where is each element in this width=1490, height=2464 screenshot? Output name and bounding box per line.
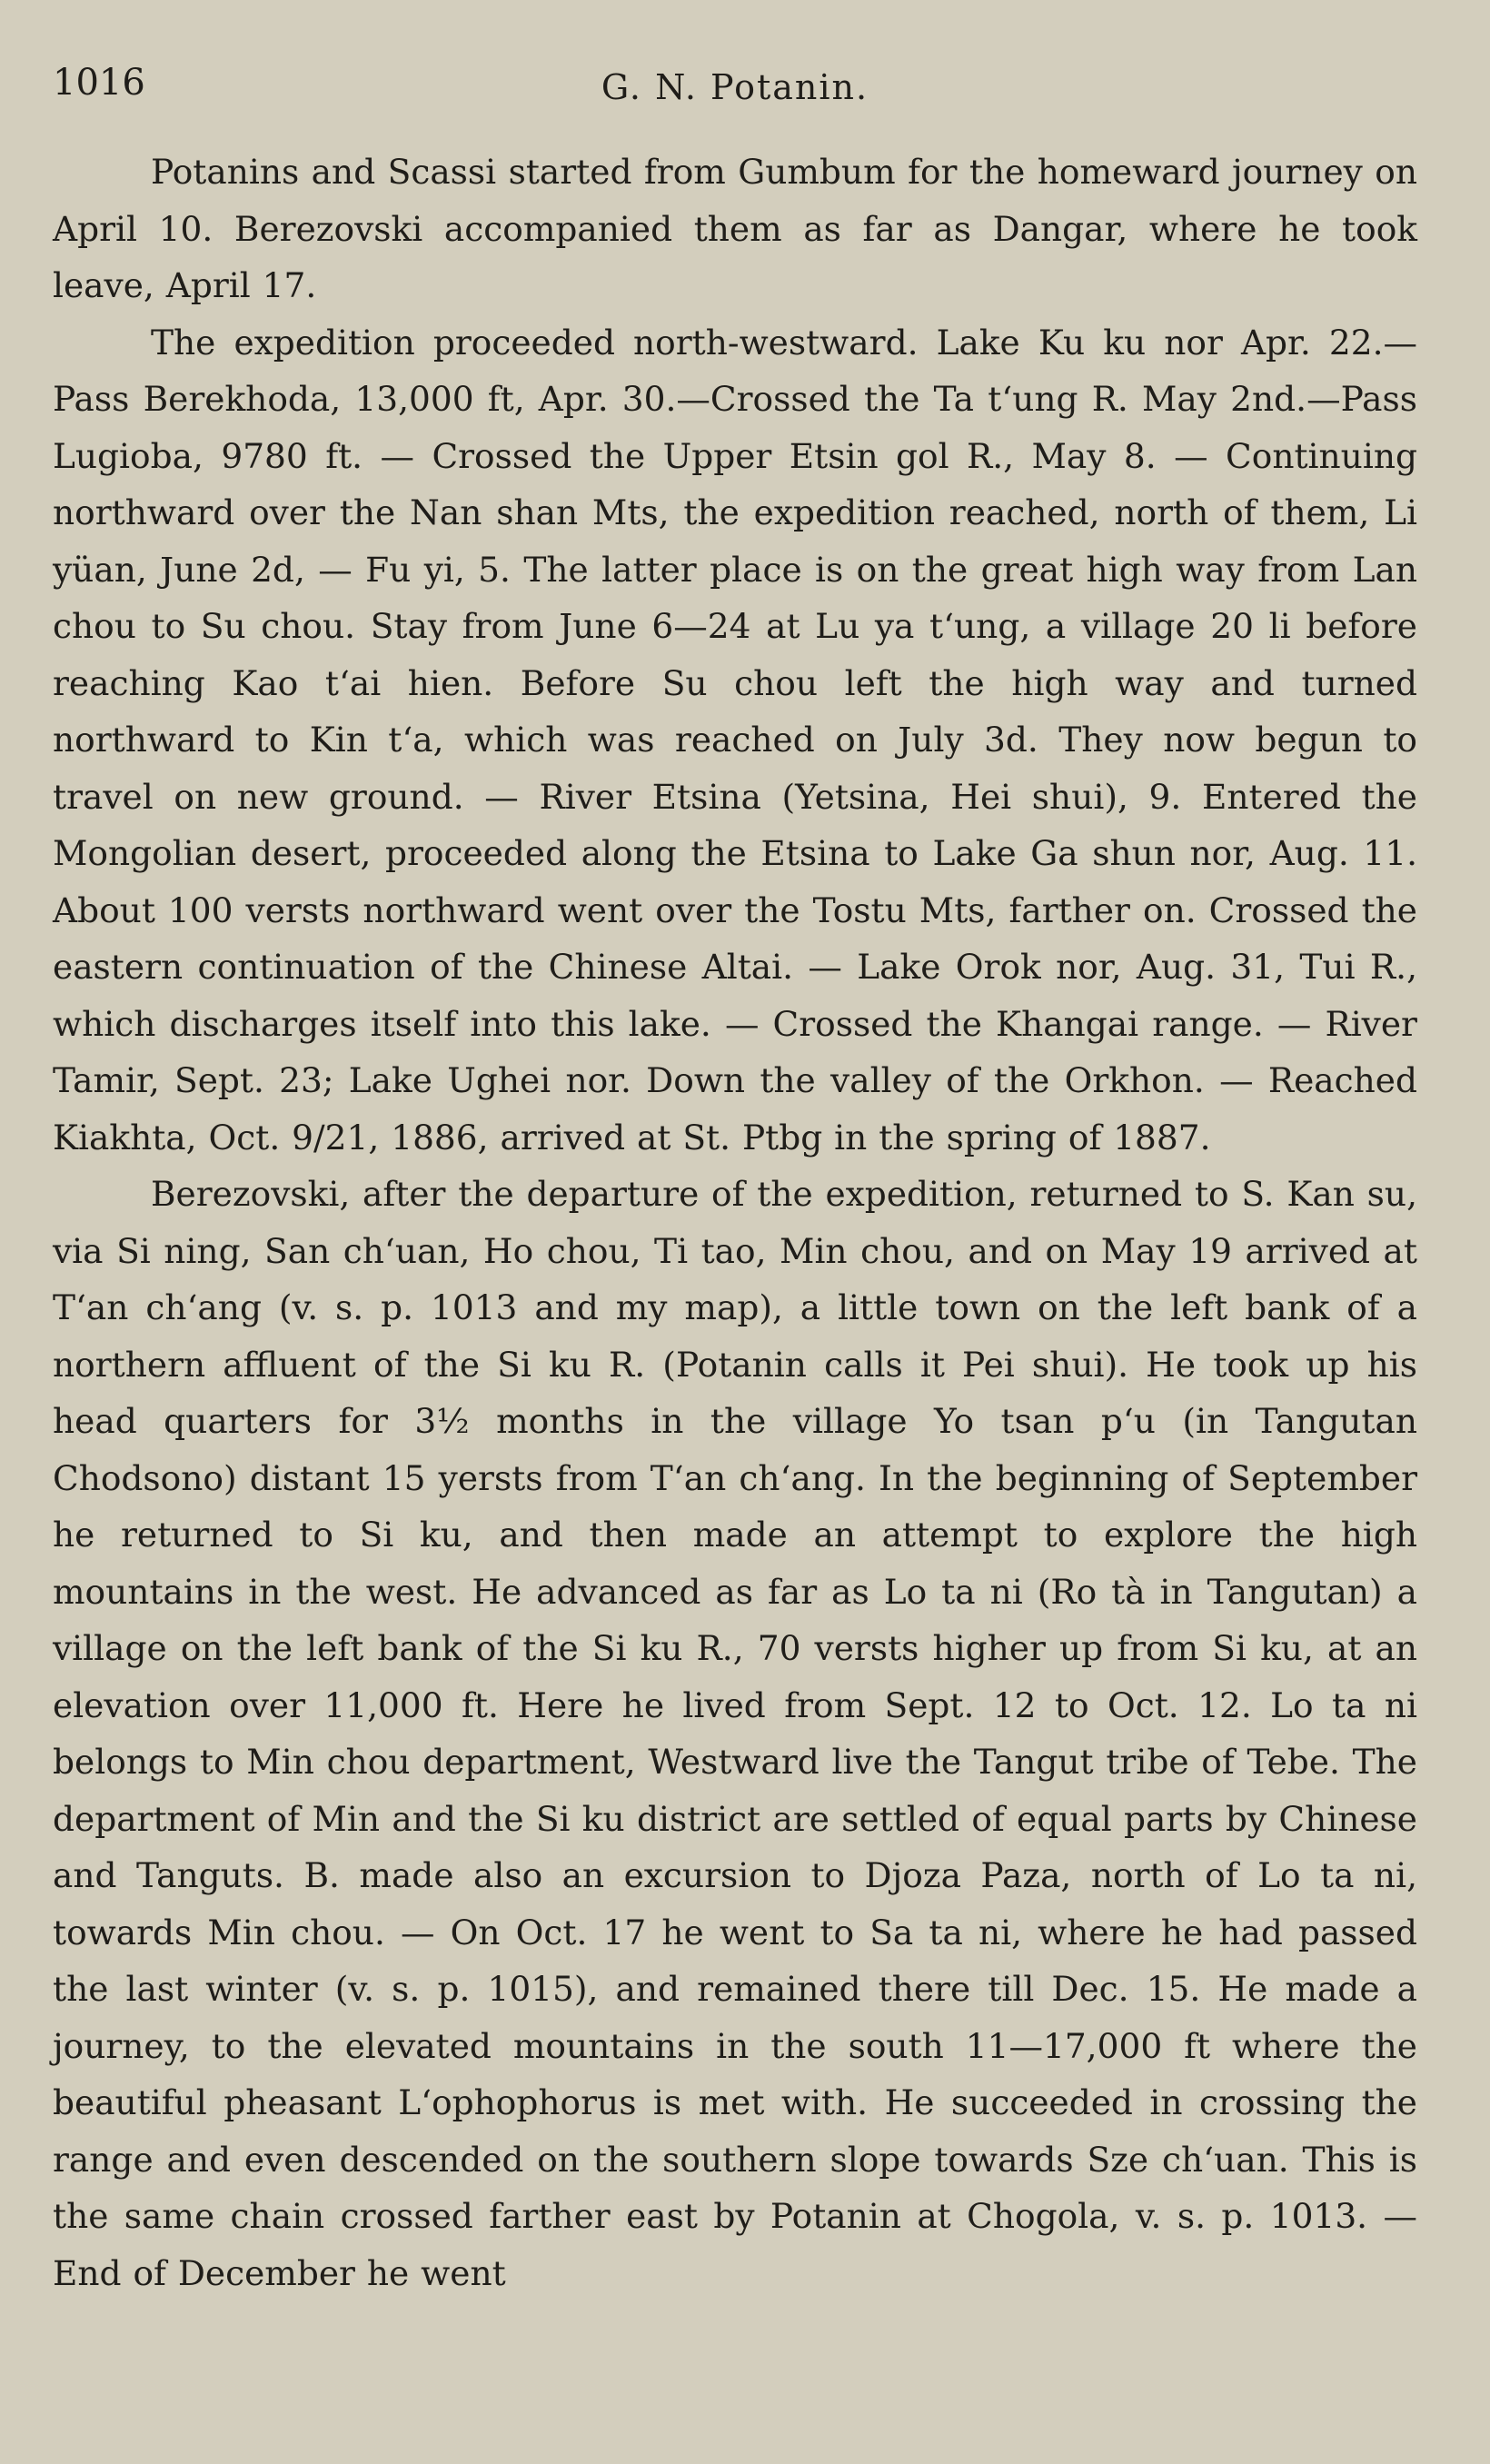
paragraph: Berezovski, after the departure of the expedition, returned to S. Kan su, via Si ning, San ch‘uan, Ho chou, Ti tao, Min chou, and on May 19 arrived at T‘an ch‘ang (v. s. p. 1013 and my map), a little town on the left bank of a northern affluent of the Si ku R. (Potanin calls it Pei shui). He took up his head quarters for 3½ months in the village Yo tsan p‘u (in Tangutan Chodsono) distant 15 yersts from T‘an ch‘ang. In the beginning of September he returned to Si ku, and then made an attempt to explore the high mountains in the west. He advanced as far as Lo ta ni (Ro tà in Tangutan) a village on the left bank of the Si ku R., 70 versts higher up from Si ku, at an elevation over 11,000 ft. Here he lived from Sept. 12 to Oct. 12. Lo ta ni belongs to Min chou department, Westward live the Tangut tribe of Tebe. The department of Min and the Si ku district are settled of equal parts by Chinese and Tanguts. B. made also an excursion to Djoza Paza, north of Lo ta ni, towards Min chou. — On Oct. 17 he went to Sa ta ni, where he had passed the last winter (v. s. p. 1015), and remained there till Dec. 15. He made a journey, to the elevated mountains in the south 11—17,000 ft where the beautiful pheasant L‘ophophorus is met with. He succeeded in crossing the range and even descended on the southern slope towards Sze ch‘uan. This is the same chain crossed farther east by Potanin at Chogola, v. s. p. 1013. — End of December he went: [53, 1174, 1417, 2293]
body-text: [53, 144, 1417, 2301]
paragraph: The expedition proceeded north-westward. Lake Ku ku nor Apr. 22.—Pass Berekhoda, 13,000 ft, Apr. 30.—Crossed the Ta t‘ung R. May 2nd.—Pass Lugioba, 9780 ft. — Crossed the Upper Etsin gol R., May 8. — Continuing northward over the Nan shan Mts, the expedition reached, north of them, Li yüan, June 2d, — Fu yi, 5. The latter place is on the great high way from Lan chou to Su chou. Stay from June 6—24 at Lu ya t‘ung, a village 20 li before reaching Kao t‘ai hien. Before Su chou left the high way and turned northward to Kin t‘a, which was reached on July 3d. They now begun to travel on new ground. — River Etsina (Yetsina, Hei shui), 9. Entered the Mongolian desert, proceeded along the Etsina to Lake Ga shun nor, Aug. 11. About 100 versts northward went over the Tostu Mts, farther on. Crossed the eastern continuation of the Chinese Altai. — Lake Orok nor, Aug. 31, Tui R., which discharges itself into this lake. — Crossed the Khangai range. — River Tamir, Sept. 23; Lake Ughei nor. Down the valley of the Orkhon. — Reached Kiakhta, Oct. 9/21, 1886, arrived at St. Ptbg in the spring of 1887.: [53, 322, 1417, 1157]
paragraph: Potanins and Scassi started from Gumbum for the homeward journey on April 10. Berezovski accompanied them as far as Dangar, where he took leave, April 17.: [53, 152, 1417, 305]
running-head: [53, 62, 1417, 125]
running-title: G. N. Potanin.: [601, 67, 869, 107]
page-number: 1016: [53, 62, 145, 104]
